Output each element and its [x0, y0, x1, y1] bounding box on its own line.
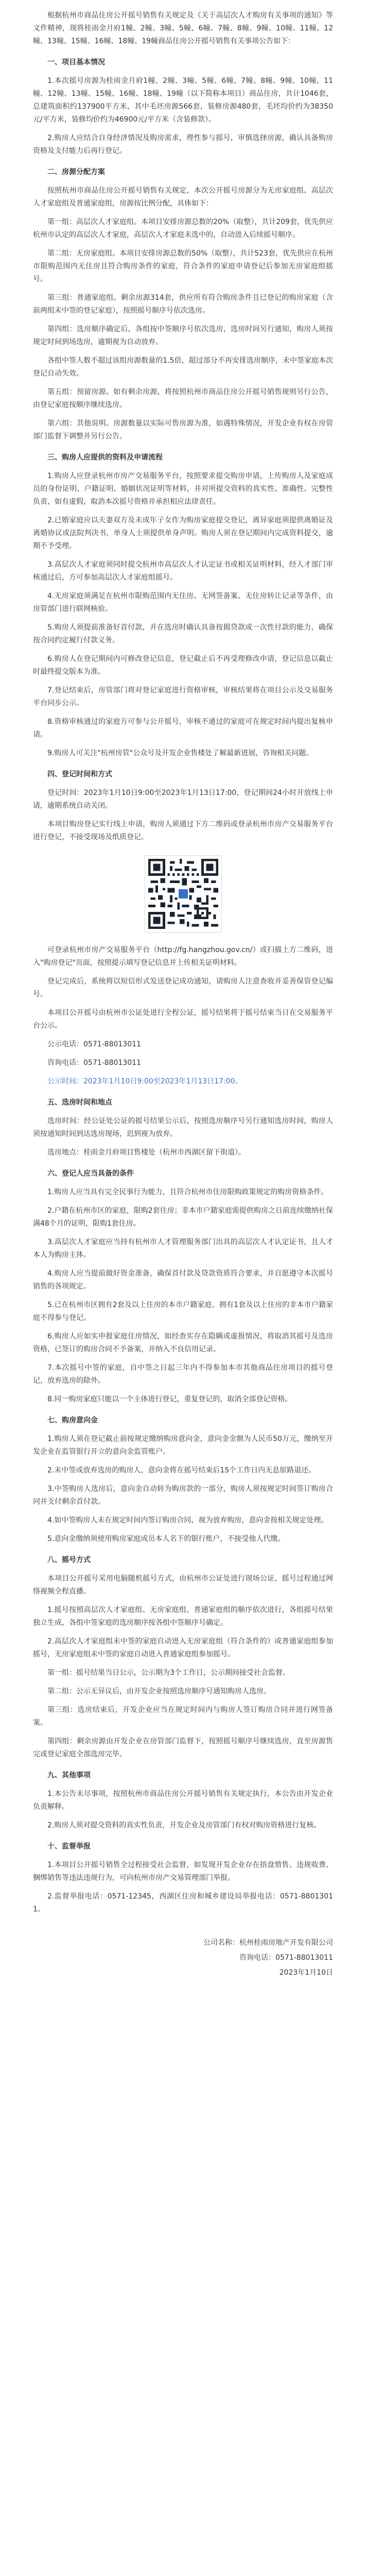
section-8-paragraph: 第一组：摇号结果当日公示，公示期为3个工作日，公示期间接受社会监督。 — [47, 1669, 290, 1677]
section-3-paragraph: 2.已婚家庭应以夫妻双方及未成年子女作为购房家庭提交登记，离异家庭须提供离婚证及离婚协议或法院判决书，单身人士须提供单身声明。购房人须在登记期间内完成资料提交，逾期不予受理。 — [33, 516, 333, 550]
section-3-paragraph: 4.无房家庭须满足在杭州市限购范围内无住房、无网签备案、无住房转让记录等条件，由房管部门进行联网核验。 — [33, 592, 333, 613]
section-2-paragraph: 各组中签人数不超过该组房源数量的1.5倍，超过部分不再安排选房顺序，未中签家庭本次登记自动失效。 — [33, 357, 333, 378]
section-3-paragraph: 9.购房人可关注"杭州房管"公众号及开发企业售楼处了解最新进展，咨询相关问题。 — [47, 749, 313, 757]
section-7-paragraph: 4.如中签购房人未在规定时间内签订购房合同，视为放弃购房，意向金按相关规定处理。 — [47, 1516, 328, 1524]
section-9-paragraph: 1.本公告未尽事项，按照杭州市商品住房公开摇号销售有关规定执行，本公告由开发企业负责解释。 — [33, 1790, 333, 1811]
section-7-paragraph: 5.意向金缴纳须使用购房家庭成员本人名下的银行账户，不接受他人代缴。 — [47, 1535, 285, 1543]
section-1-title: 一、项目基本情况 — [47, 58, 105, 66]
section-4-contact: 咨询电话：0571-88013011 — [47, 1059, 141, 1067]
section-4-date-range: 公示时间：2023年1月10日9:00至2023年1月13日17:00。 — [47, 1077, 242, 1086]
section-9-title: 九、其他事项 — [47, 1771, 91, 1780]
section-8-paragraph: 2.高层次人才家庭组未中签的家庭自动进入无房家庭组（符合条件的）或普通家庭组参加摇号，无房家庭组未中签的家庭自动进入普通家庭组参加摇号。 — [33, 1637, 333, 1658]
section-2-paragraph: 第二组：无房家庭组。本项目安排房源总数的50%（取整），共计523套，优先供应在杭州市限购范围内无住房且符合购房条件的家庭，符合条件的家庭申请登记后参加无房家庭组摇号。 — [33, 249, 333, 283]
section-6-paragraph: 5.已在杭州市区拥有2套及以上住房的本市户籍家庭、拥有1套及以上住房的非本市户籍家庭不得参与登记。 — [33, 1301, 333, 1322]
section-4-paragraph: 可登录杭州市房产交易服务平台（http://fg.hangzhou.gov.cn/）或扫描上方二维码，进入"购房登记"页面，按照提示填写登记信息并上传相关证明材料。 — [33, 946, 333, 967]
section-6-paragraph: 2.户籍在杭州市区的家庭，限购2套住房；非本市户籍家庭需提供购房之日前连续缴纳社保满48个月的证明，限购1套住房。 — [33, 1207, 333, 1228]
section-9-paragraph: 2.购房人须对提交资料的真实性负责，开发企业及房管部门有权对购房资格进行复核。 — [47, 1821, 321, 1829]
section-2-title: 二、房源分配方案 — [47, 168, 105, 176]
section-7-paragraph: 3.中签购房人选房后，意向金自动转为购房款的一部分，购房人须按规定时间签订购房合同并支付剩余首付款。 — [33, 1485, 333, 1506]
section-8-paragraph: 本项目公开摇号采用电脑随机摇号方式，由杭州市公证处进行现场公证，摇号过程通过网络视频全程直播。 — [33, 1574, 333, 1596]
section-2-paragraph: 第一组：高层次人才家庭组。本项目安排房源总数的20%（取整），共计209套，优先供应杭州市认定的高层次人才家庭，高层次人才家庭未选中的，自动进入后续摇号顺序。 — [33, 218, 333, 239]
section-6-paragraph: 6.购房人应如实申报家庭住房情况，如经查实存在隐瞒或虚报情况，将取消其摇号及选房资格，已签订的购房合同不予备案，并纳入不良信用记录。 — [33, 1332, 333, 1353]
signature-contact: 咨询电话：0571-88013011 — [239, 1954, 333, 1962]
section-4-paragraph: 本项目购房登记实行线上申请，购房人须通过下方二维码或登录杭州市房产交易服务平台进行登记，不接受现场及纸质登记。 — [33, 820, 333, 841]
section-7-paragraph: 1.购房人须在登记截止前按规定缴纳购房意向金，意向金金额为人民币50万元，缴纳至开发企业在监管银行开立的意向金监管账户。 — [33, 1435, 333, 1456]
section-2-paragraph: 第三组：普通家庭组。剩余房源314套，供应所有符合购房条件且已登记的购房家庭（含前两组未中签的登记家庭），按照摇号顺序号依次选房。 — [33, 294, 333, 315]
section-5-paragraph: 选房地点：桂雨金月府项目售楼处（杭州市西湖区留下街道）。 — [47, 1148, 246, 1157]
section-3-paragraph: 5.购房人须提前准备好首付款，并在选房时确认具备按揭贷款或一次性付款的能力，确保按合同约定履行付款义务。 — [33, 623, 333, 645]
section-2-paragraph: 第六组：其他说明。房源数量以实际可售房源为准，如遇特殊情况，开发企业有权在房管部门监督下调整并另行公告。 — [33, 419, 333, 440]
section-8-paragraph: 第二组：公示无异议后，由开发企业按照选房顺序号通知购房人选房。 — [47, 1687, 271, 1696]
section-8-paragraph: 1.摇号按照高层次人才家庭组、无房家庭组、普通家庭组的顺序依次进行，各组摇号结果独立生成，各组中签家庭的选房顺序按各组中签顺序号确定。 — [33, 1606, 333, 1627]
section-6-paragraph: 8.同一购房家庭只能以一个主体进行登记，重复登记的，取消全部登记资格。 — [47, 1395, 292, 1403]
section-4-paragraph: 登记完成后，系统将以短信形式发送登记成功通知，请购房人注意查收并妥善保管登记编号。 — [33, 977, 333, 998]
section-10-title: 十、监督举报 — [47, 1842, 91, 1851]
section-3-paragraph: 7.登记结束后，房管部门将对登记家庭进行资格审核，审核结果将在项目公示及交易服务平台同步公示。 — [33, 686, 333, 707]
section-3-title: 三、购房人应提供的资料及申请流程 — [47, 453, 163, 462]
qr-code-wrapper — [33, 855, 333, 933]
section-2-paragraph: 第五组：预留房源。如有剩余房源，将按照杭州市商品住房公开摇号销售规则另行公告，由登记家庭按顺序继续选房。 — [33, 388, 333, 409]
section-8-paragraph: 第四组：剩余房源由开发企业在房管部门监督下，按照摇号顺序号继续选房，直至房源售完或登记家庭全部选房完毕。 — [33, 1737, 333, 1758]
section-6-paragraph: 3.高层次人才家庭应当持有杭州市人才管理服务部门出具的高层次人才认定证书，且人才本人为购房主体。 — [33, 1238, 333, 1259]
section-6-paragraph: 4.购房人应当提前做好资金准备，确保首付款及贷款资质符合要求，并自愿遵守本次摇号销售的各项规定。 — [33, 1269, 333, 1291]
section-8-paragraph: 第三组：选房结束后，开发企业应当在规定时间内与购房人签订购房合同并进行网签备案。 — [33, 1706, 333, 1727]
section-1-paragraph: 2.购房人应结合自身经济情况及购房需求，理性参与摇号，审慎选择房源，确认具备购房资格及支付能力后再行登记。 — [33, 134, 333, 155]
section-5-title: 五、选房时间和地点 — [47, 1098, 112, 1107]
registration-qr-code[interactable] — [145, 855, 222, 933]
section-4-title: 四、登记时间和方式 — [47, 770, 112, 778]
section-7-title: 七、购房意向金 — [47, 1416, 98, 1425]
signature-company: 公司名称：杭州桂雨房地产开发有限公司 — [203, 1939, 333, 1947]
section-3-paragraph: 3.高层次人才家庭须同时提交杭州市高层次人才认定证书或相关证明材料，经人才部门审核通过后，方可参加高层次人才家庭组摇号。 — [33, 561, 333, 582]
section-3-paragraph: 1.购房人应登录杭州市房产交易服务平台，按照要求提交购房申请，上传购房人及家庭成员的身份证明、户籍证明、婚姻状况证明等材料，并对所提交资料的真实性、准确性、完整性负责，如有虚假，取消本次摇号资格并承担相应法律责任。 — [33, 472, 333, 506]
signature-date: 2023年1月10日 — [279, 1969, 333, 1977]
section-4-paragraph: 登记时间：2023年1月10日9:00至2023年1月13日17:00，登记期间24小时开放线上申请，逾期系统自动关闭。 — [33, 789, 333, 810]
section-10-paragraph: 2.监督举报电话：0571-12345，西湖区住房和城乡建设局举报电话：0571-88013011。 — [33, 1892, 333, 1913]
section-4-paragraph: 公示电话：0571-88013011 — [47, 1040, 141, 1048]
section-8-title: 八、摇号方式 — [47, 1556, 91, 1564]
section-6-paragraph: 7.本次摇号中签的家庭，自中签之日起三年内不得参加本市其他商品住房项目的摇号登记，放弃选房的除外。 — [33, 1364, 333, 1385]
section-3-paragraph: 6.购房人在登记期间内可修改登记信息，登记截止后不再受理修改申请，登记信息以截止时最终提交版本为准。 — [33, 655, 333, 676]
section-4-paragraph: 本项目公开摇号由杭州市公证处进行全程公证，摇号结果将于摇号结束当日在交易服务平台公示。 — [33, 1009, 333, 1030]
section-6-paragraph: 1.购房人应当具有完全民事行为能力，且符合杭州市住房限购政策规定的购房资格条件。 — [47, 1188, 328, 1196]
section-6-title: 六、登记人应当具备的条件 — [47, 1170, 134, 1178]
section-5-paragraph: 选房时间：经公证处公证的摇号结果公示后，按照选房顺序号另行通知选房时间，购房人须按通知时间到达选房现场，迟到视为放弃。 — [33, 1117, 333, 1138]
qr-code-icon — [148, 859, 218, 929]
section-2-paragraph: 第四组：选房顺序确定后，各组按中签顺序号依次选房，选房时间另行通知，购房人须按规定时间到场选房，逾期视为自动放弃。 — [33, 325, 333, 346]
section-3-paragraph: 8.资格审核通过的家庭方可参与公开摇号，审核不通过的家庭可在规定时间内提出复核申请。 — [33, 718, 333, 739]
section-10-paragraph: 1.本项目公开摇号销售全过程接受社会监督，如发现开发企业存在捂盘惜售、违规收费、捆绑销售等违法违规行为，可向杭州市房产交易管理部门举报。 — [33, 1861, 333, 1882]
intro-paragraph: 根据杭州市商品住房公开摇号销售有关规定及《关于高层次人才购房有关事项的通知》等文件精神，现将桂雨金月府1幢、2幢、3幢、5幢、6幢、7幢、8幢、9幢、10幢、11幢、12幢、13幢、15幢、16幢、18幢、19幢商品住房公开摇号销售有关事项公告如下： — [33, 11, 333, 45]
section-7-paragraph: 2.未中签或放弃选房的购房人，意向金将在摇号结束后15个工作日内无息原路退还。 — [47, 1466, 316, 1475]
section-2-paragraph: 按照杭州市商品住房公开摇号销售有关规定，本次公开摇号房源分为无房家庭组、高层次人才家庭组及普通家庭组，房源按比例分配，具体如下： — [33, 187, 333, 208]
section-1-paragraph: 1.本次摇号房源为桂雨金月府1幢、2幢、3幢、5幢、6幢、7幢、8幢、9幢、10幢、11幢、12幢、13幢、15幢、16幢、18幢、19幢（以下简称本项目）商品住房，共计1046套，总建筑面积约137900平方米，其中毛坯房源566套，装修房源480套，毛坯均价约为38350元/平方米，装修均价约为46900元/平方米（含装修款）。 — [33, 77, 333, 124]
